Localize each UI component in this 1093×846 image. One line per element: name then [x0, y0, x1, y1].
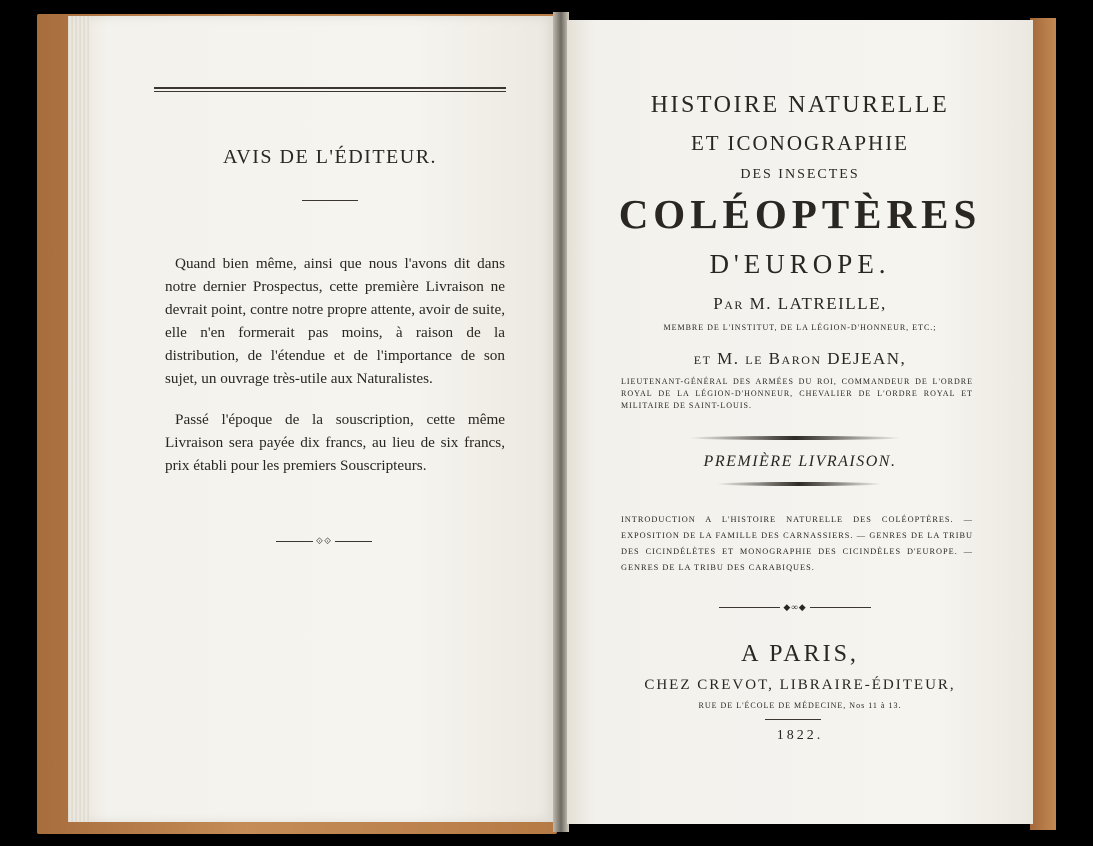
imprint-address: RUE DE L'ÉCOLE DE MÉDECINE, Nos 11 à 13. — [698, 701, 902, 710]
left-page-edges — [68, 16, 90, 822]
author-latreille-credentials: MEMBRE DE L'INSTITUT, DE LA LÉGION-D'HONNEUR, ETC.; — [663, 323, 937, 332]
author-latreille-line — [600, 294, 1000, 314]
swell-rule-bottom — [716, 482, 882, 486]
imprint-publisher: CHEZ CREVOT, LIBRAIRE-ÉDITEUR, — [644, 677, 956, 693]
imprint-short-rule — [765, 719, 821, 720]
title-line-iconographie: ET ICONOGRAPHIE — [690, 131, 910, 155]
author-prefix: Par M. — [713, 294, 773, 313]
top-double-rule — [154, 87, 506, 92]
imprint-year: 1822. — [776, 728, 824, 743]
author-name-dejean: DEJEAN, — [827, 349, 907, 368]
heading-short-rule — [302, 200, 358, 201]
notice-paragraph: Passé l'époque de la souscription, cette même Livraison sera payée dix francs, au lieu de six francs, prix établi pour les premiers Souscripteurs. — [165, 411, 505, 474]
right-ornament-divider: ◆∞◆ — [719, 603, 871, 612]
book-cover-right — [1030, 18, 1056, 830]
author-dejean-credentials: LIEUTENANT-GÉNÉRAL DES ARMÉES DU ROI, COMMANDEUR DE L'ORDRE ROYAL DE LA LÉGION-D'HONNEUR, CHEVALIER DE L'ORDRE ROYAL ET MILITAIRE DE SAINT-LOUIS. — [621, 377, 973, 410]
title-line-histoire: HISTOIRE NATURELLE — [650, 92, 950, 118]
editor-notice-heading: AVIS DE L'ÉDITEUR. — [222, 146, 438, 168]
swell-rule-top — [688, 436, 902, 440]
installment-title: PREMIÈRE LIVRAISON. — [703, 453, 897, 470]
title-europe: D'EUROPE. — [709, 249, 891, 279]
imprint-city: A PARIS, — [741, 641, 859, 667]
title-line-insectes: DES INSECTES — [740, 167, 860, 182]
author-name-latreille: LATREILLE, — [777, 294, 887, 313]
author-prefix: et M. le Baron — [693, 349, 822, 368]
title-coleopteres: COLÉOPTÈRES — [618, 191, 982, 237]
editor-notice-body — [165, 252, 505, 477]
left-ornament-divider: ⟐⟐ — [276, 537, 372, 546]
contents-summary: INTRODUCTION A L'HISTOIRE NATURELLE DES COLÉOPTÈRES. — EXPOSITION DE LA FAMILLE DES CARNASSIERS. — GENRES DE LA TRIBU DES CICINDÉLÈTES ET MONOGRAPHIE DES CICINDÈLES D'EUROPE. — GENRES DE LA TRIBU DES CARABIQUES. — [621, 515, 973, 572]
notice-paragraph: Quand bien même, ainsi que nous l'avons dit dans notre dernier Prospectus, cette première Livraison ne devrait point, contre notre propre attente, avoir de suite, elle n'en formerait pas moins, à raison de la distribution, de l'étendue et de l'importance de son sujet, un ouvrage très-utile aux Naturalistes. — [165, 255, 505, 387]
author-dejean-line — [600, 349, 1000, 369]
